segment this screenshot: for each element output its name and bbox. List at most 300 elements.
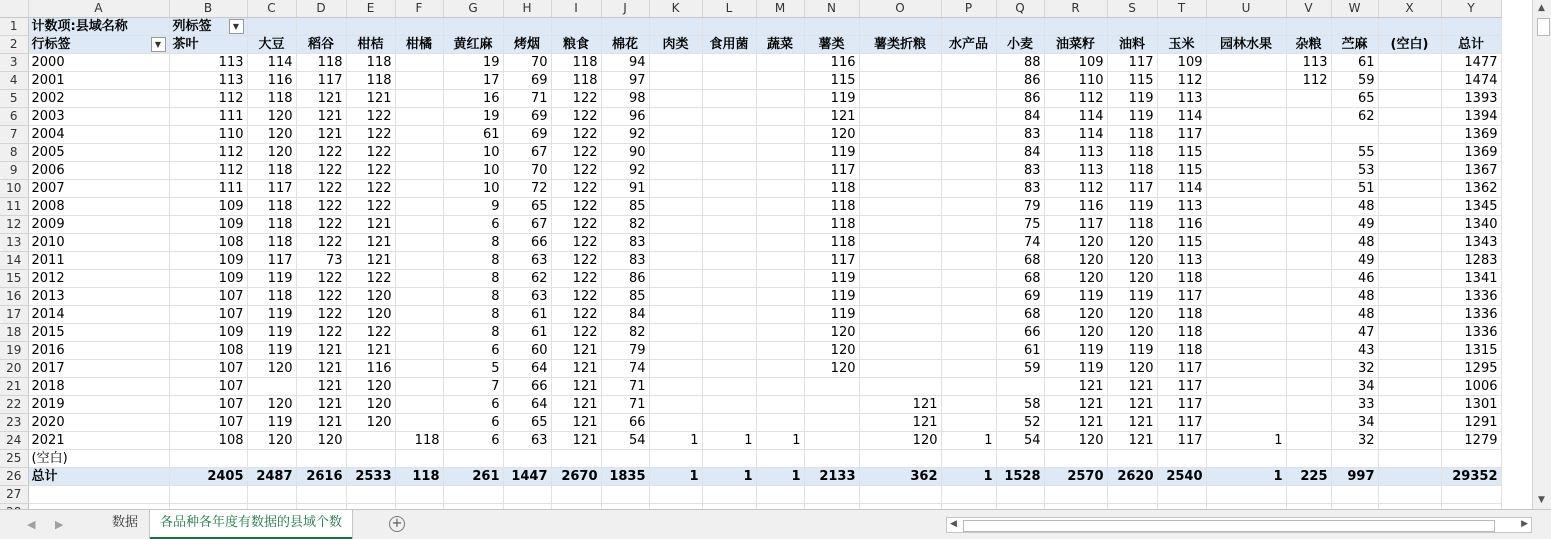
value-cell[interactable]: 122 <box>551 324 601 342</box>
value-cell[interactable] <box>1331 450 1378 468</box>
value-cell[interactable] <box>296 450 346 468</box>
value-cell[interactable]: 1362 <box>1441 180 1501 198</box>
value-cell[interactable]: 119 <box>804 306 859 324</box>
value-cell[interactable] <box>395 288 443 306</box>
value-cell[interactable]: 121 <box>551 432 601 450</box>
cell[interactable] <box>649 486 702 504</box>
value-cell[interactable]: 1 <box>1206 432 1286 450</box>
value-cell[interactable]: 113 <box>169 72 247 90</box>
value-cell[interactable] <box>1286 144 1331 162</box>
value-cell[interactable]: 120 <box>296 432 346 450</box>
value-cell[interactable]: 121 <box>804 108 859 126</box>
value-cell[interactable] <box>1107 450 1157 468</box>
value-cell[interactable] <box>702 162 756 180</box>
value-cell[interactable]: 118 <box>551 54 601 72</box>
value-cell[interactable]: 118 <box>1107 162 1157 180</box>
value-cell[interactable] <box>1044 450 1107 468</box>
value-cell[interactable]: 118 <box>247 234 296 252</box>
value-cell[interactable]: 70 <box>503 54 551 72</box>
cell[interactable] <box>296 486 346 504</box>
column-header[interactable]: X <box>1378 0 1441 18</box>
value-cell[interactable] <box>1206 396 1286 414</box>
sheet-tab-county-count[interactable]: 各品种各年度有数据的县域个数 <box>150 510 352 539</box>
value-cell[interactable] <box>395 72 443 90</box>
cell[interactable] <box>1331 486 1378 504</box>
value-cell[interactable] <box>941 216 996 234</box>
value-cell[interactable] <box>804 432 859 450</box>
value-cell[interactable] <box>1206 306 1286 324</box>
cell[interactable] <box>551 486 601 504</box>
value-cell[interactable] <box>702 198 756 216</box>
cell[interactable] <box>247 18 296 36</box>
value-cell[interactable] <box>1378 126 1441 144</box>
value-cell[interactable]: 122 <box>346 162 395 180</box>
value-cell[interactable]: 8 <box>443 270 503 288</box>
value-cell[interactable] <box>1206 234 1286 252</box>
cell[interactable] <box>1206 18 1286 36</box>
value-cell[interactable] <box>649 252 702 270</box>
value-cell[interactable]: 19 <box>443 54 503 72</box>
value-cell[interactable]: 92 <box>601 126 649 144</box>
value-cell[interactable]: 119 <box>804 288 859 306</box>
value-cell[interactable]: 122 <box>551 90 601 108</box>
cell[interactable] <box>1157 486 1206 504</box>
cell[interactable] <box>1441 18 1501 36</box>
value-cell[interactable] <box>1286 162 1331 180</box>
tab-scroll-left-icon[interactable]: ◀ <box>27 518 36 531</box>
value-cell[interactable]: 54 <box>996 432 1044 450</box>
scroll-up-icon[interactable]: ▲ <box>1538 3 1545 13</box>
sheet-tab-data[interactable]: 数据 <box>112 515 139 530</box>
value-cell[interactable]: 119 <box>247 306 296 324</box>
value-cell[interactable]: 113 <box>1157 90 1206 108</box>
row-number[interactable]: 22 <box>0 396 28 414</box>
value-cell[interactable]: 109 <box>169 216 247 234</box>
value-cell[interactable]: 112 <box>1157 72 1206 90</box>
value-cell[interactable] <box>395 162 443 180</box>
value-cell[interactable] <box>395 306 443 324</box>
value-cell[interactable]: 1279 <box>1441 432 1501 450</box>
value-cell[interactable]: 66 <box>503 234 551 252</box>
value-cell[interactable]: 120 <box>804 360 859 378</box>
value-cell[interactable] <box>702 252 756 270</box>
value-cell[interactable] <box>1286 252 1331 270</box>
value-cell[interactable]: 110 <box>1044 72 1107 90</box>
total-value-cell[interactable]: 2620 <box>1107 468 1157 486</box>
value-cell[interactable] <box>649 306 702 324</box>
row-number[interactable]: 11 <box>0 198 28 216</box>
column-label-header[interactable]: 苎麻 <box>1331 36 1378 54</box>
value-cell[interactable]: 120 <box>1044 270 1107 288</box>
value-cell[interactable]: 120 <box>247 360 296 378</box>
total-value-cell[interactable]: 997 <box>1331 468 1378 486</box>
value-cell[interactable] <box>649 342 702 360</box>
value-cell[interactable] <box>1286 90 1331 108</box>
value-cell[interactable] <box>859 252 941 270</box>
pivot-column-labels-header[interactable] <box>169 18 247 36</box>
value-cell[interactable] <box>756 414 804 432</box>
value-cell[interactable]: 117 <box>1107 180 1157 198</box>
value-cell[interactable]: 48 <box>1331 288 1378 306</box>
value-cell[interactable]: 122 <box>296 180 346 198</box>
cell[interactable] <box>551 18 601 36</box>
value-cell[interactable] <box>941 450 996 468</box>
total-value-cell[interactable]: 1835 <box>601 468 649 486</box>
value-cell[interactable]: 85 <box>601 288 649 306</box>
value-cell[interactable]: 1394 <box>1441 108 1501 126</box>
value-cell[interactable] <box>702 180 756 198</box>
column-label-header[interactable]: (空白) <box>1378 36 1441 54</box>
row-label[interactable]: 2019 <box>28 396 169 414</box>
row-number[interactable]: 20 <box>0 360 28 378</box>
value-cell[interactable]: 71 <box>503 90 551 108</box>
value-cell[interactable] <box>1286 306 1331 324</box>
value-cell[interactable]: 73 <box>296 252 346 270</box>
value-cell[interactable]: 74 <box>601 360 649 378</box>
value-cell[interactable]: 60 <box>503 342 551 360</box>
value-cell[interactable] <box>859 324 941 342</box>
value-cell[interactable]: 117 <box>1157 288 1206 306</box>
row-number[interactable]: 3 <box>0 54 28 72</box>
value-cell[interactable]: 120 <box>247 108 296 126</box>
row-label[interactable]: 2001 <box>28 72 169 90</box>
value-cell[interactable]: 8 <box>443 306 503 324</box>
value-cell[interactable]: 6 <box>443 396 503 414</box>
row-number[interactable]: 26 <box>0 468 28 486</box>
value-cell[interactable]: 119 <box>804 270 859 288</box>
value-cell[interactable]: 9 <box>443 198 503 216</box>
row-label[interactable]: 2005 <box>28 144 169 162</box>
row-number[interactable]: 8 <box>0 144 28 162</box>
value-cell[interactable] <box>859 90 941 108</box>
value-cell[interactable]: 121 <box>296 126 346 144</box>
value-cell[interactable]: 61 <box>996 342 1044 360</box>
value-cell[interactable]: 122 <box>346 144 395 162</box>
cell[interactable] <box>941 18 996 36</box>
value-cell[interactable]: 118 <box>395 432 443 450</box>
value-cell[interactable]: 64 <box>503 360 551 378</box>
value-cell[interactable]: 115 <box>1107 72 1157 90</box>
value-cell[interactable] <box>756 360 804 378</box>
value-cell[interactable] <box>756 144 804 162</box>
value-cell[interactable] <box>1378 90 1441 108</box>
value-cell[interactable]: 65 <box>503 198 551 216</box>
total-value-cell[interactable]: 1528 <box>996 468 1044 486</box>
value-cell[interactable] <box>395 378 443 396</box>
column-label-header[interactable]: 玉米 <box>1157 36 1206 54</box>
value-cell[interactable] <box>1378 72 1441 90</box>
value-cell[interactable] <box>1286 432 1331 450</box>
horizontal-scrollbar[interactable] <box>946 517 1532 533</box>
column-header[interactable]: I <box>551 0 601 18</box>
pivot-value-field-label[interactable]: 计数项:县域名称 <box>28 18 169 36</box>
total-value-cell[interactable] <box>1378 468 1441 486</box>
value-cell[interactable] <box>941 162 996 180</box>
row-number[interactable]: 2 <box>0 36 28 54</box>
value-cell[interactable]: 32 <box>1331 360 1378 378</box>
value-cell[interactable]: 1345 <box>1441 198 1501 216</box>
value-cell[interactable] <box>1286 234 1331 252</box>
column-label-header[interactable]: 粮食 <box>551 36 601 54</box>
column-header[interactable]: Y <box>1441 0 1501 18</box>
value-cell[interactable]: 119 <box>1107 198 1157 216</box>
value-cell[interactable] <box>601 450 649 468</box>
value-cell[interactable]: 120 <box>1044 432 1107 450</box>
value-cell[interactable] <box>395 198 443 216</box>
value-cell[interactable] <box>1157 450 1206 468</box>
value-cell[interactable] <box>503 450 551 468</box>
horizontal-scroll-thumb[interactable] <box>963 520 1495 532</box>
value-cell[interactable]: 109 <box>169 324 247 342</box>
value-cell[interactable] <box>1378 306 1441 324</box>
value-cell[interactable]: 122 <box>296 270 346 288</box>
row-number[interactable]: 5 <box>0 90 28 108</box>
value-cell[interactable] <box>649 396 702 414</box>
value-cell[interactable] <box>1286 198 1331 216</box>
value-cell[interactable]: 121 <box>346 252 395 270</box>
value-cell[interactable]: 1393 <box>1441 90 1501 108</box>
value-cell[interactable]: 118 <box>1157 324 1206 342</box>
value-cell[interactable]: 107 <box>169 288 247 306</box>
value-cell[interactable]: 121 <box>1107 414 1157 432</box>
value-cell[interactable] <box>649 54 702 72</box>
value-cell[interactable]: 122 <box>296 288 346 306</box>
value-cell[interactable]: 51 <box>1331 180 1378 198</box>
value-cell[interactable] <box>941 270 996 288</box>
value-cell[interactable] <box>395 450 443 468</box>
value-cell[interactable] <box>649 450 702 468</box>
total-value-cell[interactable]: 2670 <box>551 468 601 486</box>
row-label[interactable]: 2020 <box>28 414 169 432</box>
value-cell[interactable]: 69 <box>503 108 551 126</box>
value-cell[interactable]: 118 <box>1107 216 1157 234</box>
value-cell[interactable]: 122 <box>296 234 346 252</box>
value-cell[interactable]: 119 <box>1107 90 1157 108</box>
value-cell[interactable]: 107 <box>169 360 247 378</box>
value-cell[interactable] <box>941 342 996 360</box>
value-cell[interactable]: 122 <box>551 198 601 216</box>
cell[interactable] <box>996 18 1044 36</box>
value-cell[interactable]: 122 <box>346 180 395 198</box>
value-cell[interactable]: 118 <box>247 216 296 234</box>
cell[interactable] <box>859 486 941 504</box>
value-cell[interactable]: 121 <box>1107 378 1157 396</box>
value-cell[interactable] <box>247 450 296 468</box>
value-cell[interactable] <box>941 324 996 342</box>
value-cell[interactable]: 120 <box>1044 234 1107 252</box>
value-cell[interactable]: 109 <box>169 270 247 288</box>
value-cell[interactable]: 84 <box>996 108 1044 126</box>
value-cell[interactable]: 120 <box>346 414 395 432</box>
value-cell[interactable] <box>1286 342 1331 360</box>
column-header[interactable]: L <box>702 0 756 18</box>
value-cell[interactable]: 1 <box>941 432 996 450</box>
value-cell[interactable]: 19 <box>443 108 503 126</box>
value-cell[interactable]: 61 <box>443 126 503 144</box>
value-cell[interactable] <box>1206 198 1286 216</box>
cell[interactable] <box>756 486 804 504</box>
value-cell[interactable] <box>1206 360 1286 378</box>
value-cell[interactable]: 117 <box>247 252 296 270</box>
value-cell[interactable] <box>1286 270 1331 288</box>
value-cell[interactable]: 8 <box>443 252 503 270</box>
value-cell[interactable] <box>756 54 804 72</box>
value-cell[interactable]: 116 <box>247 72 296 90</box>
value-cell[interactable] <box>859 288 941 306</box>
value-cell[interactable]: 108 <box>169 342 247 360</box>
value-cell[interactable]: 68 <box>996 306 1044 324</box>
value-cell[interactable]: 118 <box>247 162 296 180</box>
row-number[interactable]: 9 <box>0 162 28 180</box>
value-cell[interactable] <box>859 108 941 126</box>
value-cell[interactable]: 114 <box>247 54 296 72</box>
value-cell[interactable]: 119 <box>1107 342 1157 360</box>
value-cell[interactable] <box>1286 216 1331 234</box>
value-cell[interactable] <box>941 252 996 270</box>
value-cell[interactable]: 122 <box>551 252 601 270</box>
value-cell[interactable] <box>1206 90 1286 108</box>
value-cell[interactable] <box>702 414 756 432</box>
cell[interactable] <box>859 18 941 36</box>
value-cell[interactable] <box>395 126 443 144</box>
cell[interactable] <box>395 486 443 504</box>
value-cell[interactable]: 121 <box>296 396 346 414</box>
value-cell[interactable]: 113 <box>1286 54 1331 72</box>
value-cell[interactable] <box>702 342 756 360</box>
value-cell[interactable]: 109 <box>169 198 247 216</box>
value-cell[interactable] <box>1378 270 1441 288</box>
value-cell[interactable]: 34 <box>1331 378 1378 396</box>
value-cell[interactable]: 121 <box>346 234 395 252</box>
value-cell[interactable] <box>702 306 756 324</box>
value-cell[interactable]: 109 <box>169 252 247 270</box>
total-value-cell[interactable]: 118 <box>395 468 443 486</box>
column-label-header[interactable]: 食用菌 <box>702 36 756 54</box>
value-cell[interactable]: 122 <box>296 324 346 342</box>
value-cell[interactable]: 116 <box>804 54 859 72</box>
value-cell[interactable] <box>346 450 395 468</box>
value-cell[interactable] <box>859 216 941 234</box>
value-cell[interactable] <box>1378 162 1441 180</box>
cell[interactable] <box>443 486 503 504</box>
row-number[interactable]: 19 <box>0 342 28 360</box>
value-cell[interactable]: 120 <box>346 378 395 396</box>
value-cell[interactable]: 112 <box>1286 72 1331 90</box>
dropdown-filter-icon[interactable]: ▼ <box>229 19 244 34</box>
value-cell[interactable]: 122 <box>551 288 601 306</box>
value-cell[interactable]: 71 <box>601 396 649 414</box>
value-cell[interactable]: 115 <box>1157 234 1206 252</box>
value-cell[interactable]: 120 <box>1107 360 1157 378</box>
value-cell[interactable] <box>1206 324 1286 342</box>
cell[interactable] <box>1206 486 1286 504</box>
value-cell[interactable]: 115 <box>1157 144 1206 162</box>
value-cell[interactable]: 122 <box>551 108 601 126</box>
value-cell[interactable]: 118 <box>247 288 296 306</box>
value-cell[interactable]: 109 <box>1157 54 1206 72</box>
column-header[interactable]: B <box>169 0 247 18</box>
value-cell[interactable]: 118 <box>1107 126 1157 144</box>
value-cell[interactable] <box>804 396 859 414</box>
value-cell[interactable]: 1336 <box>1441 288 1501 306</box>
value-cell[interactable] <box>996 450 1044 468</box>
value-cell[interactable]: 121 <box>346 216 395 234</box>
value-cell[interactable] <box>395 108 443 126</box>
column-header[interactable]: P <box>941 0 996 18</box>
column-header[interactable]: N <box>804 0 859 18</box>
cell[interactable] <box>1044 486 1107 504</box>
value-cell[interactable] <box>649 144 702 162</box>
value-cell[interactable]: 65 <box>1331 90 1378 108</box>
column-header[interactable]: G <box>443 0 503 18</box>
total-value-cell[interactable]: 2570 <box>1044 468 1107 486</box>
value-cell[interactable] <box>756 288 804 306</box>
value-cell[interactable] <box>649 324 702 342</box>
value-cell[interactable]: 118 <box>804 234 859 252</box>
value-cell[interactable]: 120 <box>346 306 395 324</box>
row-label[interactable]: 2006 <box>28 162 169 180</box>
column-label-header[interactable]: 水产品 <box>941 36 996 54</box>
value-cell[interactable]: 120 <box>1107 270 1157 288</box>
row-number[interactable]: 12 <box>0 216 28 234</box>
total-value-cell[interactable]: 1 <box>941 468 996 486</box>
column-label-header[interactable]: 柑桔 <box>346 36 395 54</box>
value-cell[interactable]: 116 <box>1044 198 1107 216</box>
value-cell[interactable]: 119 <box>1044 288 1107 306</box>
value-cell[interactable] <box>859 54 941 72</box>
value-cell[interactable] <box>941 396 996 414</box>
value-cell[interactable]: 59 <box>1331 72 1378 90</box>
value-cell[interactable]: 1336 <box>1441 306 1501 324</box>
value-cell[interactable]: 1369 <box>1441 144 1501 162</box>
value-cell[interactable] <box>1206 216 1286 234</box>
row-label[interactable]: 2013 <box>28 288 169 306</box>
value-cell[interactable] <box>395 216 443 234</box>
value-cell[interactable]: 115 <box>1157 162 1206 180</box>
value-cell[interactable] <box>395 234 443 252</box>
value-cell[interactable]: 119 <box>1107 108 1157 126</box>
column-header[interactable]: T <box>1157 0 1206 18</box>
value-cell[interactable]: 120 <box>804 126 859 144</box>
value-cell[interactable] <box>1378 252 1441 270</box>
value-cell[interactable]: 63 <box>503 252 551 270</box>
value-cell[interactable]: 117 <box>1107 54 1157 72</box>
row-label[interactable]: 2015 <box>28 324 169 342</box>
cell[interactable] <box>1107 486 1157 504</box>
row-number[interactable]: 1 <box>0 18 28 36</box>
value-cell[interactable]: 1 <box>649 432 702 450</box>
total-value-cell[interactable]: 1447 <box>503 468 551 486</box>
value-cell[interactable]: 122 <box>296 198 346 216</box>
value-cell[interactable] <box>1286 108 1331 126</box>
value-cell[interactable]: 119 <box>1044 360 1107 378</box>
value-cell[interactable]: 114 <box>1044 126 1107 144</box>
value-cell[interactable] <box>395 54 443 72</box>
plus-circle-icon[interactable]: + <box>389 516 405 532</box>
column-header[interactable]: H <box>503 0 551 18</box>
value-cell[interactable]: 71 <box>601 378 649 396</box>
value-cell[interactable]: 121 <box>1044 414 1107 432</box>
value-cell[interactable]: 115 <box>804 72 859 90</box>
value-cell[interactable] <box>756 252 804 270</box>
value-cell[interactable]: 52 <box>996 414 1044 432</box>
value-cell[interactable]: 8 <box>443 234 503 252</box>
value-cell[interactable]: 63 <box>503 432 551 450</box>
value-cell[interactable] <box>395 180 443 198</box>
value-cell[interactable] <box>1206 288 1286 306</box>
value-cell[interactable] <box>702 54 756 72</box>
value-cell[interactable] <box>1206 54 1286 72</box>
